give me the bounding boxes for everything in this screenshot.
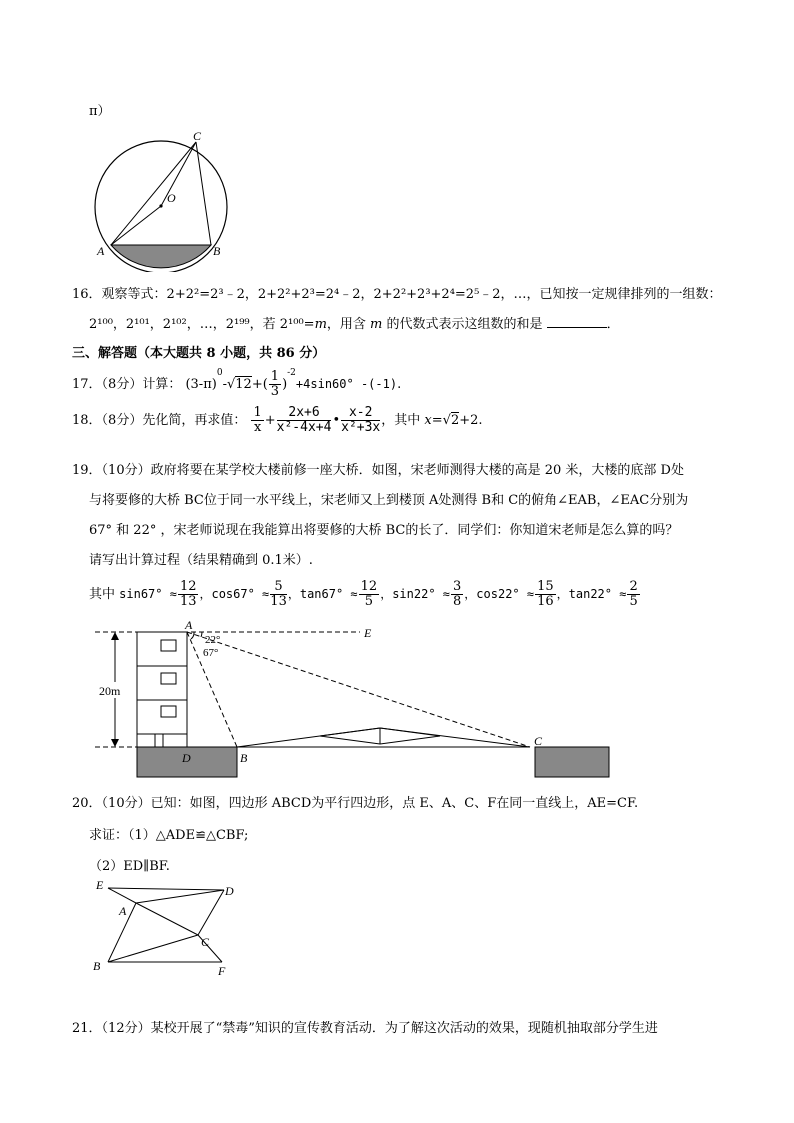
parallelogram-figure — [88, 878, 248, 978]
label-F: F — [218, 964, 226, 978]
q19-given: 其中 sin67° ≈ $\frac{12}{13}$ ，cos67° ≈ $\frac{5}{13}$ ，tan67° ≈ $\frac{12}{5}$ ，sin22° ≈ $\frac{3}{8}$ ，cos22° ≈ $\frac{15}{16}$ ，tan22° ≈ $\frac{2}{5}$ — [89, 579, 638, 609]
q19-line1: 19．（10分）政府将要在某学校大楼前修一座大桥．如图，宋老师测得大楼的高是 20 米，大楼的底部 D处 — [72, 463, 684, 478]
q20-line2: 求证：（1）△ADE≌△CBF; — [89, 828, 249, 843]
label-C: C — [534, 734, 543, 748]
label-E: E — [364, 626, 372, 640]
label-A: A — [185, 618, 193, 632]
q18: 18．（8分）先化简，再求值： $\frac{1}{x}$ + $\frac{2x+6}{\text{x²-4x+4}}$ • $\frac{x-2}{\text{x²+3x}}$ ，其中 x=√2+2. — [72, 405, 483, 435]
q19-line2: 与将要修的大桥 BC位于同一水平线上，宋老师又上到楼顶 A处测得 B和 C的俯角∠EAB，∠EAC分别为 — [89, 493, 689, 508]
label-A: A — [119, 904, 127, 918]
section-heading: 三、解答题（本大题共 8 小题，共 86 分） — [72, 346, 326, 361]
q16-line2: 2¹⁰⁰，2¹⁰¹，2¹⁰²，…，2¹⁹⁹，若 2¹⁰⁰=m，用含 m 的代数式表示这组数的和是 ． — [89, 317, 620, 332]
q19-line4: 请写出计算过程（结果精确到 0.1米）. — [89, 553, 313, 568]
label-B: B — [240, 751, 248, 765]
q17: 17．（8分）计算： $(3-\pi)^0-√12+$( $\frac{1}{3}$ )$^{-2}$+4sin60° -(-1). — [72, 368, 402, 399]
angle-67: 67° — [203, 647, 219, 659]
label-O: O — [167, 191, 176, 205]
height-label: 20m — [99, 684, 121, 698]
angle-22: 22° — [205, 634, 221, 646]
ground-right — [535, 747, 609, 777]
q19-line3: 67° 和 22° ，宋老师说现在我能算出将要修的大桥 BC的长了．同学们：你知道宋老师是怎么算的吗？ — [89, 523, 679, 538]
circle-figure — [85, 122, 235, 272]
bridge-figure — [90, 618, 620, 783]
label-C: C — [193, 129, 202, 143]
bridge — [237, 728, 530, 747]
label-D: D — [182, 751, 191, 765]
q16-line1: 16．观察等式：2+2²=2³﹣2，2+2²+2³=2⁴﹣2，2+2²+2³+2⁴=2⁵﹣2，…，已知按一定规律排列的一组数： — [72, 287, 722, 302]
label-A: A — [97, 244, 105, 258]
label-B: B — [93, 959, 101, 973]
answer-blank — [547, 315, 607, 328]
q20-line1: 20．（10分）已知：如图，四边形 ABCD为平行四边形，点 E、A、C、F在同一直线上，AE=CF. — [72, 796, 639, 811]
label-C: C — [201, 935, 210, 949]
shaded-segment — [111, 245, 211, 268]
label-B: B — [213, 244, 221, 258]
top-fragment: π） — [89, 104, 111, 119]
label-E: E — [96, 878, 104, 892]
q21-line1: 21．（12分）某校开展了“禁毒”知识的宣传教育活动．为了解这次活动的效果，现随机抽取部分学生进 — [72, 1021, 658, 1036]
q20-line3: （2）ED∥BF. — [89, 859, 170, 874]
label-D: D — [225, 884, 234, 898]
